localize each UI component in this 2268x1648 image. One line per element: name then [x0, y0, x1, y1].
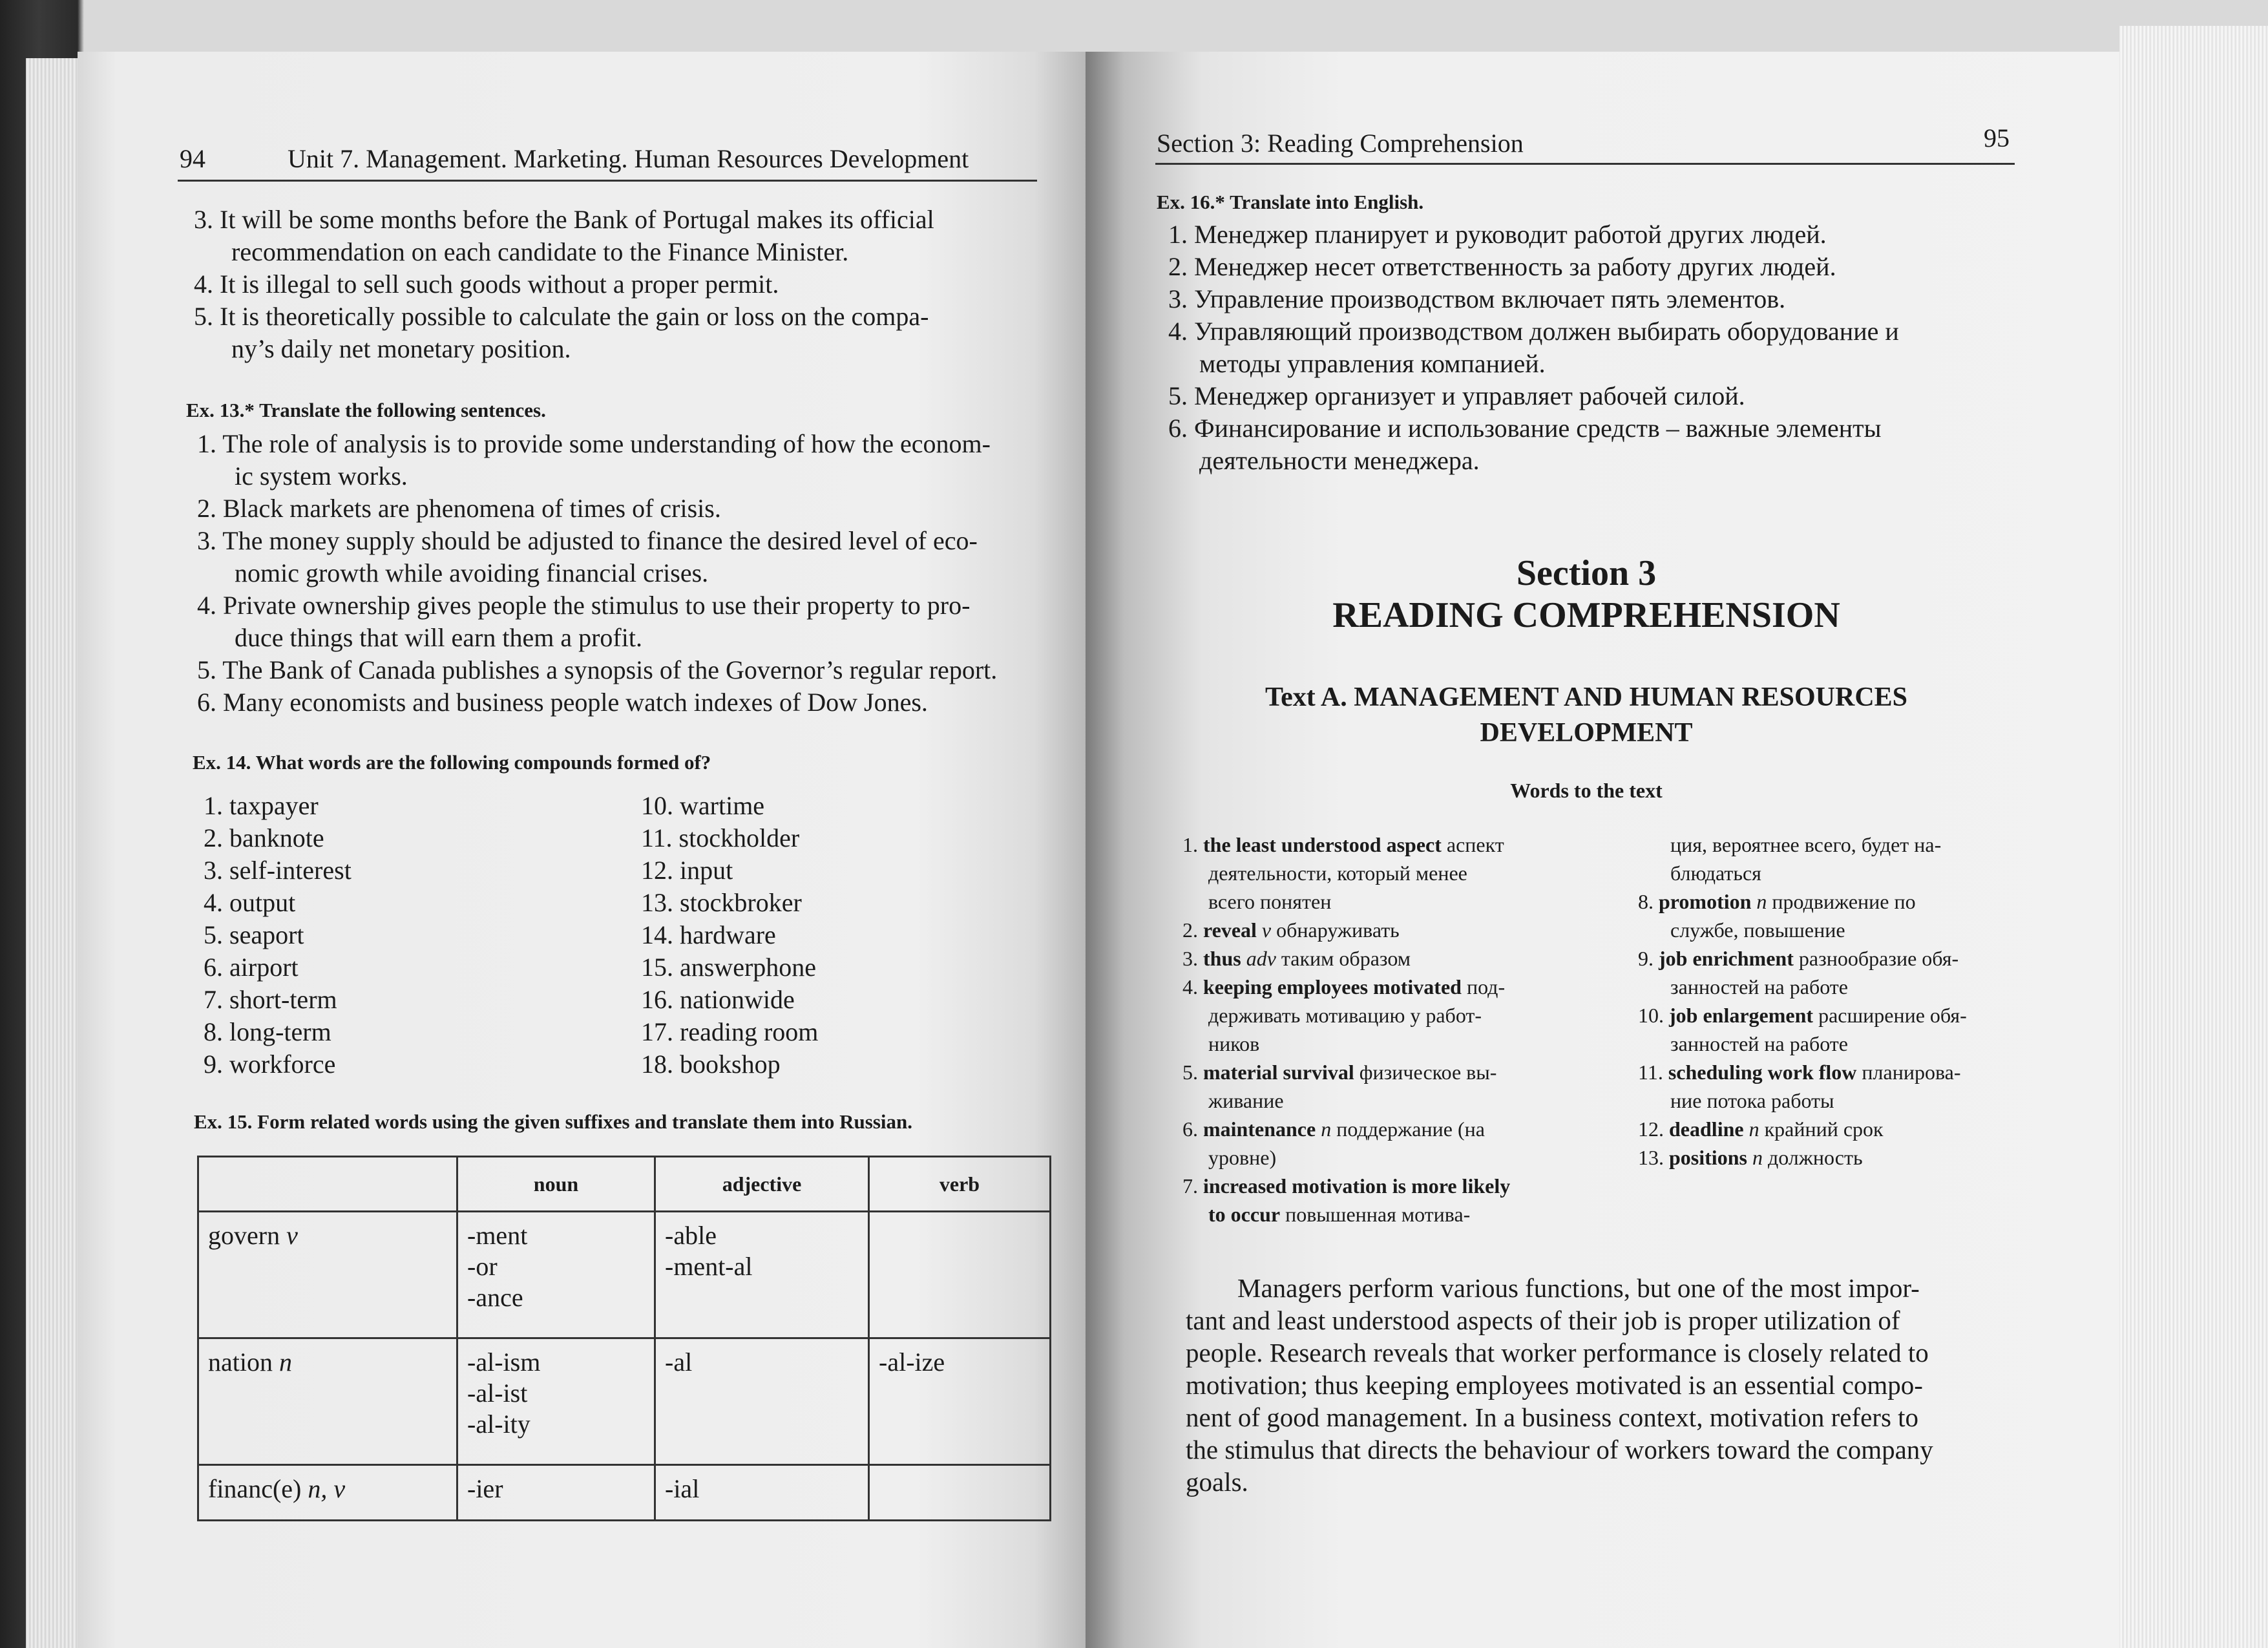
list-item: 6. airport — [204, 953, 299, 982]
table-cell — [869, 1212, 1051, 1338]
list-item: 6. Many economists and business people watch indexes of Dow Jones. — [197, 688, 928, 717]
list-item-continuation: ny’s daily net monetary position. — [231, 334, 571, 363]
words-heading: Words to the text — [1510, 779, 1663, 802]
list-item: 6. Финансирование и использование средств – важные элементы — [1168, 414, 1882, 443]
left-page-edge — [26, 58, 84, 1648]
list-item: 5. The Bank of Canada publishes a synopsis of the Governor’s regular report. — [197, 655, 998, 684]
list-item: 2. banknote — [204, 823, 324, 852]
vocab-item: 13. positions n должность — [1638, 1146, 1863, 1169]
table-cell: -ment -or -ance — [457, 1212, 655, 1338]
list-item-continuation: деятельности менеджера. — [1199, 446, 1480, 475]
list-item: 5. Менеджер организует и управляет рабочей силой. — [1168, 381, 1745, 410]
suffix-table — [197, 1156, 1051, 1521]
left-header-rule — [178, 180, 1037, 182]
table-header-row — [198, 1157, 1051, 1212]
list-item: 4. output — [204, 888, 296, 917]
list-item: 3. It will be some months before the Bank of Portugal makes its official — [194, 205, 934, 234]
list-item-continuation: методы управления компанией. — [1199, 349, 1546, 378]
list-item: 3. The money supply should be adjusted to finance the desired level of eco- — [197, 526, 978, 555]
list-item: 3. Управление производством включает пять элементов. — [1168, 284, 1786, 313]
list-item: 7. short-term — [204, 985, 337, 1014]
vocab-item: 10. job enlargement расширение обя- — [1638, 1004, 1967, 1027]
list-item: 10. wartime — [641, 791, 765, 820]
list-item: 13. stockbroker — [641, 888, 802, 917]
right-running-title: Section 3: Reading Comprehension — [1157, 129, 1524, 158]
table-header-cell: verb — [869, 1157, 1051, 1212]
list-item: 14. hardware — [641, 920, 776, 949]
list-item: 9. workforce — [204, 1050, 336, 1079]
list-item: 4. It is illegal to sell such goods without a proper permit. — [194, 269, 779, 299]
list-item: 11. stockholder — [641, 823, 800, 852]
vocab-item: 11. scheduling work flow планирова- — [1638, 1061, 1961, 1084]
reading-paragraph: Managers perform various functions, but one of the most impor- tant and least understood aspects of their job is proper utilization of people. Research reveals that worker performance is closely related to motivation; thus keeping employees motivated is an essential compo- nent of good management. In a business context, motivation refers to the stimulus that directs the behaviour of workers toward the company goals. — [1186, 1273, 1933, 1497]
list-item: 5. It is theoretically possible to calculate the gain or loss on the compa- — [194, 302, 929, 331]
vocab-item: 3. thus adv таким образом — [1182, 947, 1411, 970]
text-title: Text A. MANAGEMENT AND HUMAN RESOURCES — [1265, 682, 1908, 712]
ex13-list — [197, 428, 997, 719]
ex16-title: Ex. 16.* Translate into English. — [1157, 191, 1424, 213]
table-cell — [869, 1465, 1051, 1521]
list-item-continuation: nomic growth while avoiding financial crises. — [235, 558, 709, 587]
words-list-left: 1. the least understood aspect аспект деятельности, который менее всего понятен 2. reveal v обнаруживать 3. thus adv таким образом 4. keeping employees motivated под- держивать мотивацию у работ- ников 5. material survival физическое вы- живание 6. maintenance n поддержание (на уровне) 7. increased motivation is more likely to occur повышенная мотива- — [1182, 830, 1510, 1229]
list-item: 12. input — [641, 856, 733, 885]
vocab-item: 8. promotion n продвижение по — [1638, 890, 1916, 913]
list-item: 1. The role of analysis is to provide some understanding of how the econom- — [197, 429, 991, 458]
vocab-item: 6. maintenance n поддержание (на — [1182, 1117, 1485, 1141]
vocab-item: 4. keeping employees motivated под- — [1182, 975, 1506, 998]
ex15-title: Ex. 15. Form related words using the given suffixes and translate them into Russian. — [194, 1110, 913, 1133]
vocab-item: 9. job enrichment разнообразие обя- — [1638, 947, 1959, 970]
table-cell: -able -ment-al — [655, 1212, 869, 1338]
table-cell: -al-ism -al-ist -al-ity — [457, 1338, 655, 1465]
section-title: READING COMPREHENSION — [1332, 595, 1840, 635]
table-cell: nation n — [198, 1338, 457, 1465]
vocab-item: 5. material survival физическое вы- — [1182, 1061, 1497, 1084]
ex14-column-2 — [641, 790, 818, 1081]
left-page-number: 94 — [180, 144, 205, 173]
right-page-number: 95 — [1984, 123, 2010, 153]
list-item: 16. nationwide — [641, 985, 795, 1014]
list-item: 4. Управляющий производством должен выбирать оборудование и — [1168, 317, 1899, 346]
table-header-cell: adjective — [655, 1157, 869, 1212]
table-cell: -al — [655, 1338, 869, 1465]
list-item: 2. Black markets are phenomena of times of crisis. — [197, 494, 721, 523]
right-header-rule — [1155, 163, 2015, 165]
ex14-column-1 — [204, 790, 352, 1081]
table-header-cell — [198, 1157, 457, 1212]
vocab-item: 2. reveal v обнаруживать — [1182, 918, 1400, 942]
text-title-line-2: DEVELOPMENT — [1480, 718, 1693, 748]
vocab-item: 12. deadline n крайний срок — [1638, 1117, 1884, 1141]
list-item: 8. long-term — [204, 1017, 331, 1046]
table-cell: -al-ize — [869, 1338, 1051, 1465]
list-item: 3. self-interest — [204, 856, 352, 885]
table-row — [198, 1338, 1051, 1465]
list-item: 1. Менеджер планирует и руководит работой других людей. — [1168, 220, 1827, 249]
ex16-list — [1168, 218, 1899, 477]
list-item: 17. reading room — [641, 1017, 819, 1046]
list-item-continuation: recommendation on each candidate to the Finance Minister. — [231, 237, 849, 266]
list-item-continuation: duce things that will earn them a profit. — [235, 623, 642, 652]
left-running-title: Unit 7. Management. Marketing. Human Resources Development — [288, 144, 969, 173]
table-cell: govern v — [198, 1212, 457, 1338]
right-page-edge — [2119, 26, 2268, 1648]
list-item: 1. taxpayer — [204, 791, 319, 820]
list-item-continuation: ic system works. — [235, 461, 408, 491]
table-row — [198, 1212, 1051, 1338]
list-item: 2. Менеджер несет ответственность за работу других людей. — [1168, 252, 1836, 281]
words-list-right: ция, вероятнее всего, будет на- блюдаться 8. promotion n продвижение по службе, повышение 9. job enrichment разнообразие обя- занностей на работе 10. job enlargement расширение обя- занностей на работе 11. scheduling work flow планирова- ние потока работы 12. deadline n крайний срок 13. positions n должность — [1638, 830, 1967, 1172]
left-continued-list — [194, 204, 934, 365]
vocab-item: 1. the least understood aspect аспект — [1182, 833, 1504, 856]
list-item: 5. seaport — [204, 920, 304, 949]
table-row — [198, 1465, 1051, 1521]
ex13-title: Ex. 13.* Translate the following sentences. — [186, 399, 546, 421]
list-item: 15. answerphone — [641, 953, 817, 982]
section-label: Section 3 — [1516, 553, 1657, 593]
table-cell: financ(e) n, v — [198, 1465, 457, 1521]
list-item: 18. bookshop — [641, 1050, 781, 1079]
table-header-cell: noun — [457, 1157, 655, 1212]
vocab-item: 7. increased motivation is more likely — [1182, 1174, 1511, 1198]
table-cell: -ial — [655, 1465, 869, 1521]
table-cell: -ier — [457, 1465, 655, 1521]
list-item: 4. Private ownership gives people the stimulus to use their property to pro- — [197, 591, 971, 620]
ex14-title: Ex. 14. What words are the following compounds formed of? — [193, 751, 711, 774]
